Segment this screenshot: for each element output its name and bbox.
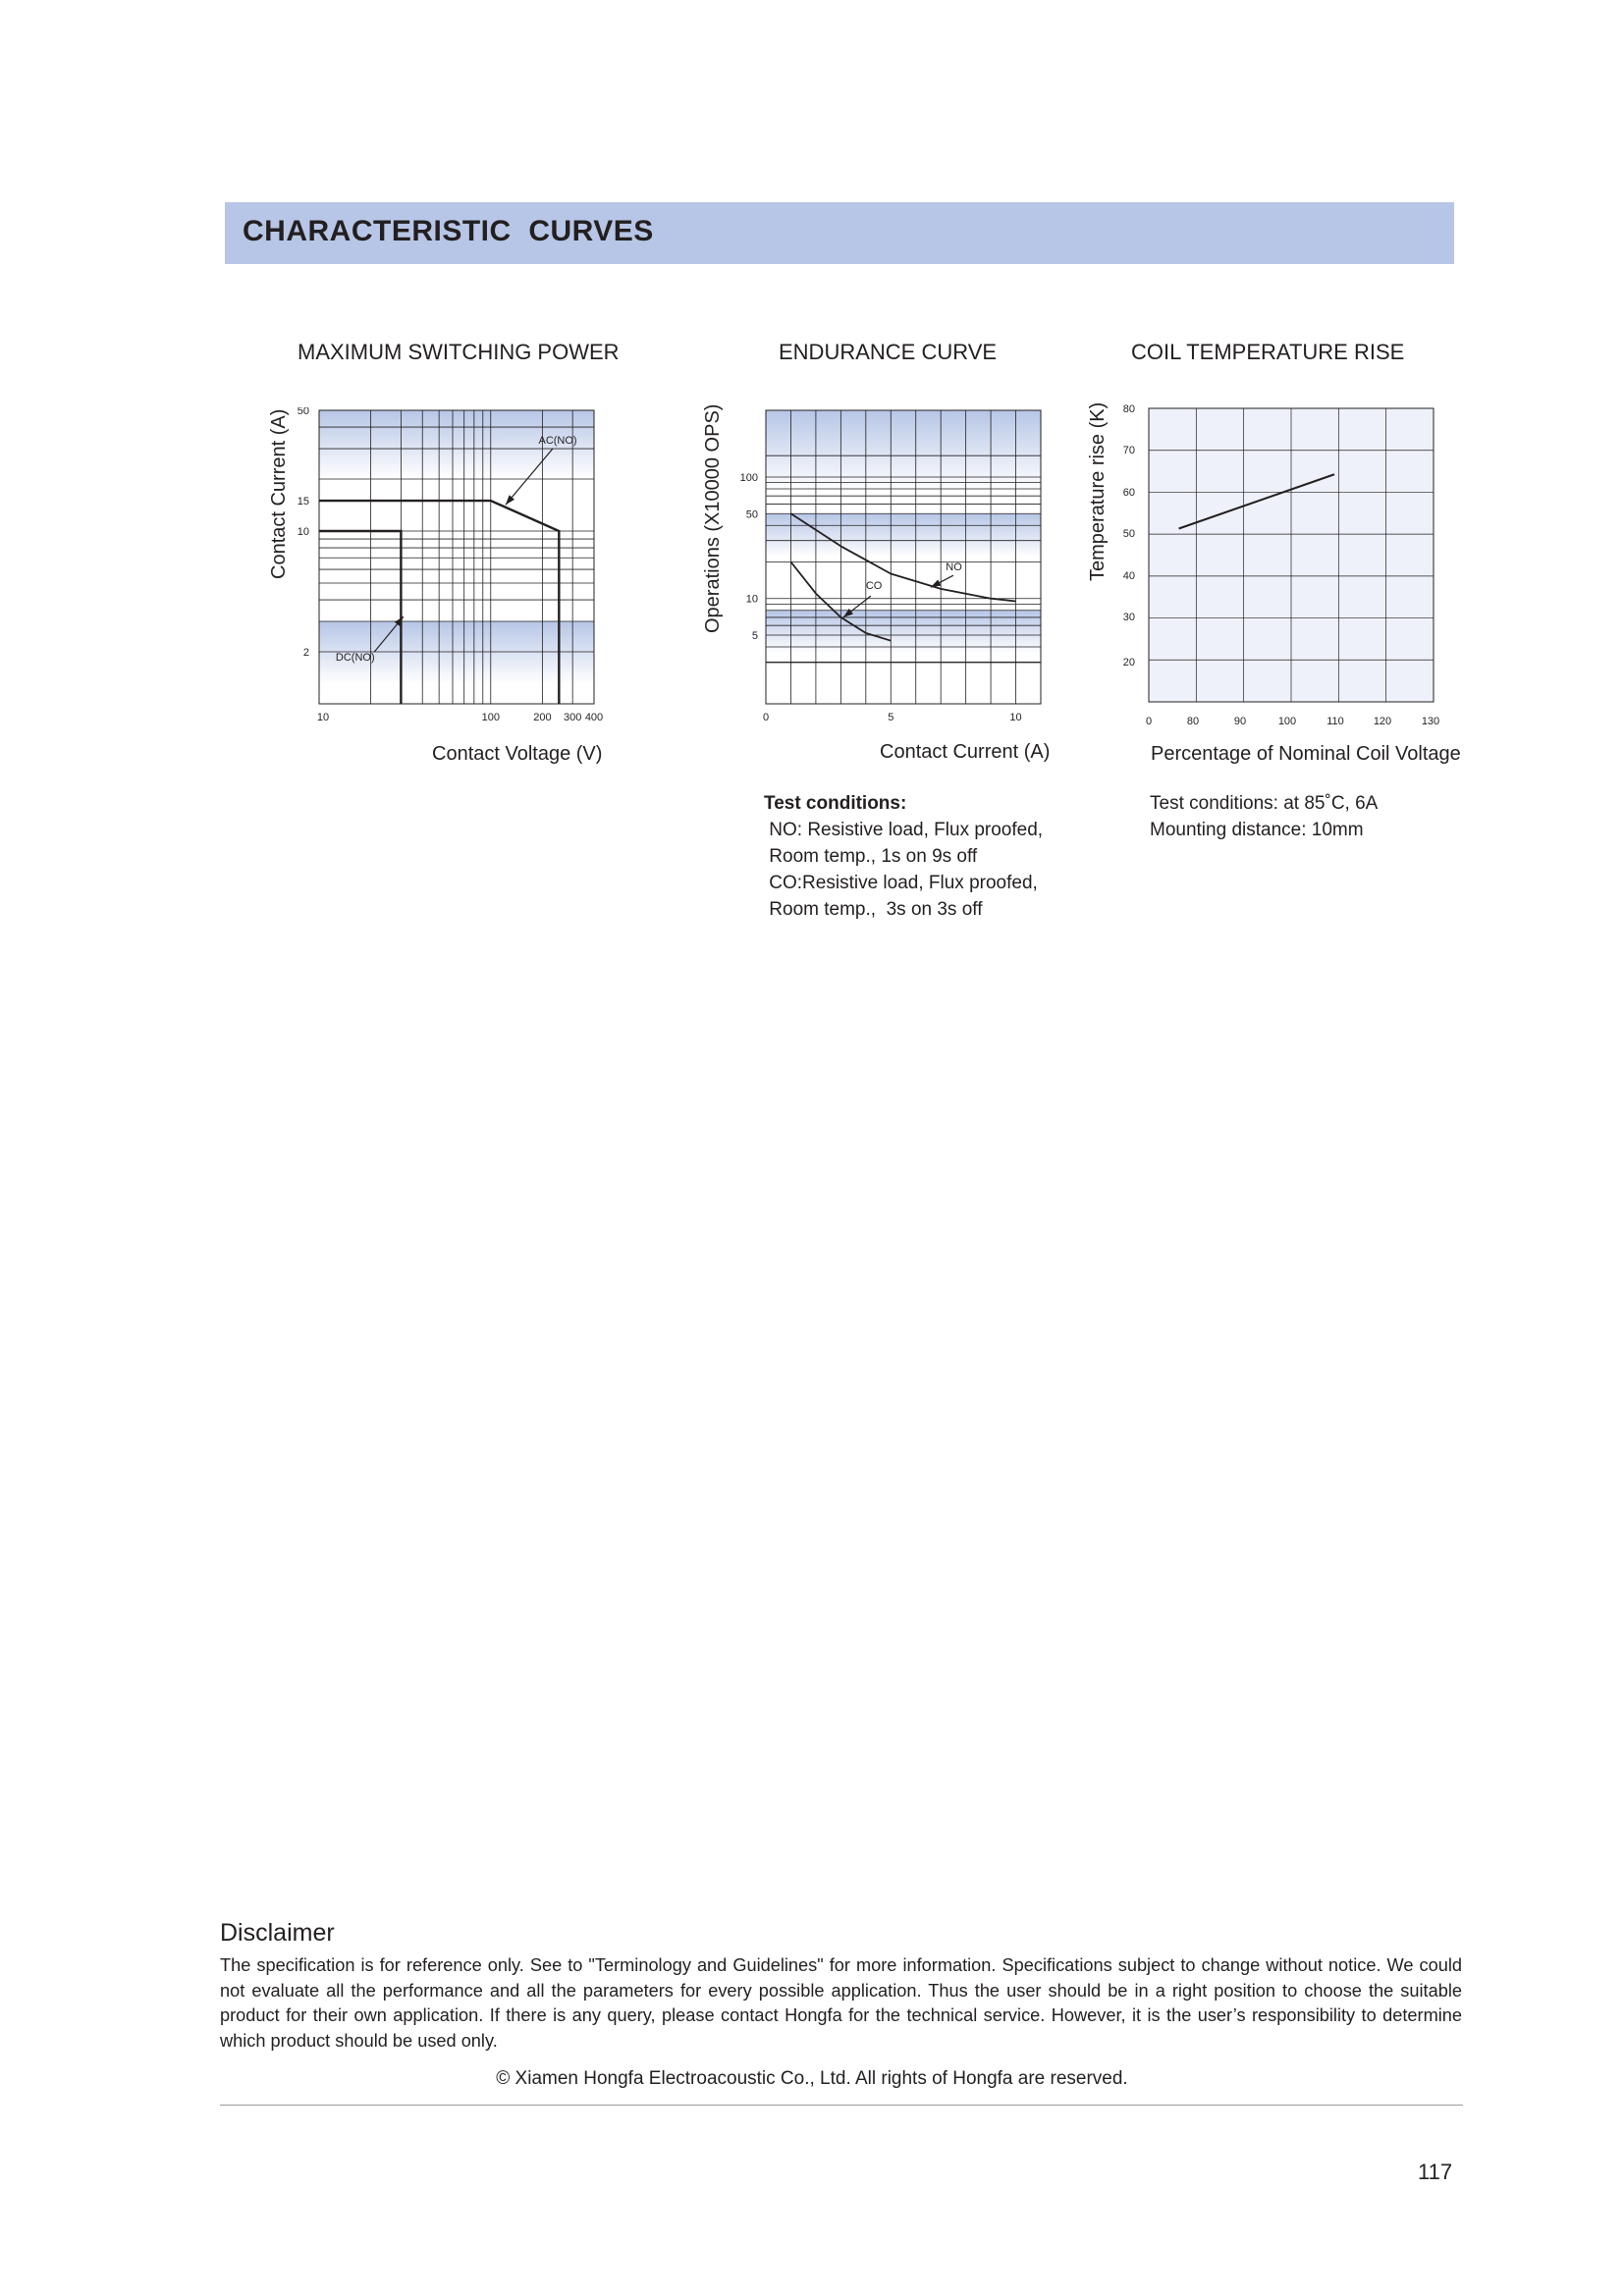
x-tick-label: 200 (533, 712, 552, 723)
chart-title-endurance: ENDURANCE CURVE (779, 340, 998, 364)
x-tick-label: 110 (1326, 716, 1344, 727)
endurance-note-line: Room temp., 1s on 9s off (764, 846, 978, 867)
series-label-dc-no: DC(NO) (335, 651, 375, 664)
y-tick-label: 50 (1122, 528, 1135, 540)
y-tick-label: 50 (745, 508, 758, 521)
y-tick-label: 70 (1122, 445, 1135, 456)
disclaimer-title: Disclaimer (220, 1919, 335, 1947)
y-tick-label: 30 (1122, 612, 1135, 623)
x-tick-label: 0 (762, 712, 770, 723)
endurance-test-heading: Test conditions: (764, 793, 907, 814)
plot-band (766, 410, 1041, 492)
copyright-footer: © Xiamen Hongfa Electroacoustic Co., Ltd. All rights of Hongfa are reserved. (496, 2068, 1128, 2089)
series-label-co: CO (865, 579, 883, 592)
chart-title-coil-temp: COIL TEMPERATURE RISE (1131, 340, 1405, 364)
endurance-ylabel: Operations (X10000 OPS) (702, 403, 724, 633)
y-tick-label: 15 (297, 496, 309, 508)
x-tick-label: 100 (481, 712, 500, 723)
x-tick-label: 300 (563, 712, 582, 723)
x-tick-label: 400 (584, 712, 604, 723)
coil-note-line: Test conditions: at 85˚C, 6A (1150, 793, 1379, 814)
switching-power-chart (265, 407, 628, 736)
endurance-note-line: CO:Resistive load, Flux proofed, (764, 873, 1038, 893)
x-tick-label: 10 (1009, 712, 1022, 723)
y-tick-label: 2 (302, 647, 309, 660)
y-tick-label: 5 (751, 630, 758, 642)
coil-temp-chart (1100, 398, 1453, 736)
endurance-chart (736, 407, 1051, 736)
disclaimer-text: The specification is for reference only. See to "Terminology and Guidelines" for more information. Specifications subject to change without notice. We could not evaluate all the performance and all the parameters for every possible application. Thus the user should be in a right position to choose the suitable product for their own application. If there is any query, please contact Hongfa for the technical service. However, it is the user’s responsibility to determine which product should be used only. (220, 1955, 1462, 2051)
endurance-note-line: Room temp., 3s on 3s off (764, 899, 983, 920)
y-tick-label: 100 (739, 472, 758, 484)
x-tick-label: 10 (316, 712, 330, 723)
coil-note-line: Mounting distance: 10mm (1150, 820, 1364, 840)
y-tick-label: 20 (1122, 657, 1135, 668)
switching-power-ylabel: Contact Current (A) (268, 408, 290, 579)
coil-test-conditions (1150, 790, 1378, 843)
series-label-no: NO (946, 561, 962, 574)
x-tick-label: 0 (1145, 716, 1153, 727)
x-tick-label: 100 (1277, 716, 1297, 727)
switching-power-xlabel: Contact Voltage (V) (432, 743, 603, 765)
coil-temp-xlabel: Percentage of Nominal Coil Voltage (1151, 743, 1461, 765)
footer-divider (220, 2105, 1463, 2106)
y-tick-label: 50 (297, 407, 309, 417)
endurance-xlabel: Contact Current (A) (880, 741, 1051, 763)
plot-band (766, 513, 1041, 557)
x-tick-label: 120 (1373, 716, 1392, 727)
plot-band (766, 611, 1041, 654)
coil-temp-ylabel: Temperature rise (K) (1087, 401, 1109, 581)
x-tick-label: 5 (888, 712, 894, 723)
chart-title-switching-power: MAXIMUM SWITCHING POWER (298, 340, 620, 364)
y-tick-label: 60 (1122, 487, 1135, 499)
y-tick-label: 10 (297, 526, 309, 539)
section-title: CHARACTERISTIC CURVES (243, 215, 654, 247)
x-tick-label: 130 (1421, 716, 1440, 727)
endurance-note-line: NO: Resistive load, Flux proofed, (764, 820, 1044, 840)
y-tick-label: 80 (1122, 403, 1135, 415)
y-tick-label: 40 (1122, 570, 1135, 582)
x-tick-label: 80 (1186, 716, 1200, 727)
endurance-test-conditions (764, 790, 1043, 923)
y-tick-label: 10 (745, 593, 758, 606)
no-pointer-head (931, 579, 941, 587)
page-number: 117 (1418, 2160, 1453, 2184)
x-tick-label: 90 (1233, 716, 1247, 727)
series-label-ac-no: AC(NO) (538, 435, 577, 448)
